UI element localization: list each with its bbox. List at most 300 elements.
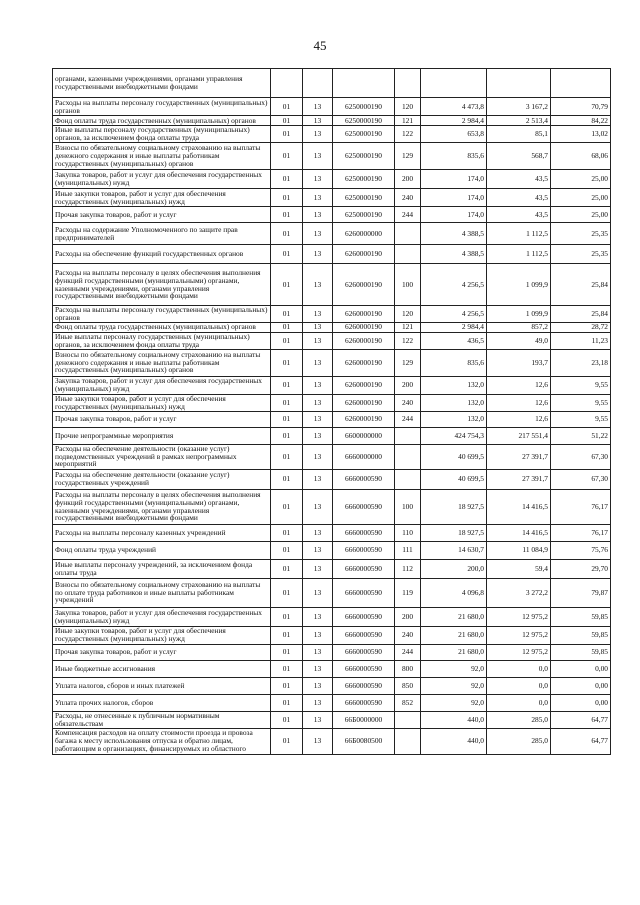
expense-type-code: 240 [395, 189, 421, 207]
row-name: Закупка товаров, работ и услуг для обеспечения государственных (муниципальных) нужд [53, 607, 271, 626]
target-article-code: 6660000590 [333, 578, 395, 607]
execution-percent: 11,23 [551, 332, 611, 349]
expense-type-code: 129 [395, 143, 421, 170]
execution-percent: 25,00 [551, 170, 611, 189]
expense-type-code: 111 [395, 541, 421, 559]
target-article-code: 6660000590 [333, 524, 395, 541]
section-code: 01 [271, 660, 303, 677]
target-article-code: 6250000190 [333, 189, 395, 207]
subsection-code: 13 [303, 541, 333, 559]
row-name: Фонд оплаты труда учреждений [53, 541, 271, 559]
expense-type-code: 244 [395, 207, 421, 223]
section-code: 01 [271, 444, 303, 469]
table-row [53, 69, 611, 98]
execution-percent: 76,17 [551, 489, 611, 524]
expense-type-code: 800 [395, 660, 421, 677]
target-article-code: 6260000190 [333, 349, 395, 376]
subsection-code: 13 [303, 322, 333, 332]
row-name: Уплата налогов, сборов и иных платежей [53, 677, 271, 694]
executed-amount: 11 084,9 [487, 541, 551, 559]
target-article-code: 6660000590 [333, 489, 395, 524]
table-row [53, 143, 611, 170]
subsection-code: 13 [303, 626, 333, 644]
executed-amount: 217 551,4 [487, 427, 551, 444]
subsection-code: 13 [303, 660, 333, 677]
expense-type-code: 200 [395, 607, 421, 626]
subsection-code: 13 [303, 207, 333, 223]
section-code: 01 [271, 559, 303, 578]
subsection-code: 13 [303, 332, 333, 349]
subsection-code: 13 [303, 694, 333, 711]
target-article-code: 6600000000 [333, 427, 395, 444]
subsection-code: 13 [303, 143, 333, 170]
subsection-code: 13 [303, 644, 333, 660]
subsection-code: 13 [303, 170, 333, 189]
expense-type-code: 850 [395, 677, 421, 694]
table-row [53, 607, 611, 626]
executed-amount: 85,1 [487, 126, 551, 143]
target-article-code: 6260000000 [333, 223, 395, 245]
planned-amount: 4 256,5 [421, 264, 487, 306]
row-name: Расходы на выплаты персоналу в целях обеспечения выполнения функций государственными (муниципальными) органами, казенными учреждениями, органами управления государственными внебюджетными фондами [53, 489, 271, 524]
execution-percent: 25,00 [551, 207, 611, 223]
planned-amount: 4 473,8 [421, 98, 487, 116]
executed-amount: 0,0 [487, 660, 551, 677]
execution-percent: 13,02 [551, 126, 611, 143]
section-code: 01 [271, 607, 303, 626]
target-article-code: 6660000590 [333, 644, 395, 660]
subsection-code: 13 [303, 444, 333, 469]
subsection-code: 13 [303, 559, 333, 578]
expense-type-code: 240 [395, 626, 421, 644]
target-article-code: 6660000590 [333, 541, 395, 559]
table-row [53, 394, 611, 411]
target-article-code: 6660000590 [333, 607, 395, 626]
table-row [53, 427, 611, 444]
table-row [53, 444, 611, 469]
execution-percent: 59,85 [551, 607, 611, 626]
row-name: Уплата прочих налогов, сборов [53, 694, 271, 711]
expense-type-code: 100 [395, 264, 421, 306]
row-name: Прочая закупка товаров, работ и услуг [53, 644, 271, 660]
execution-percent: 79,87 [551, 578, 611, 607]
section-code: 01 [271, 728, 303, 754]
target-article-code: 6260000190 [333, 394, 395, 411]
section-code: 01 [271, 677, 303, 694]
execution-percent: 67,30 [551, 469, 611, 489]
table-row [53, 660, 611, 677]
row-name: Расходы на содержание Уполномоченного по защите прав предпринимателей [53, 223, 271, 245]
planned-amount: 21 680,0 [421, 607, 487, 626]
row-name: Иные выплаты персоналу государственных (муниципальных) органов, за исключением фонда оплаты труда [53, 126, 271, 143]
section-code: 01 [271, 170, 303, 189]
executed-amount: 1 112,5 [487, 223, 551, 245]
row-name: Иные выплаты персоналу государственных (муниципальных) органов, за исключением фонда оплаты труда [53, 332, 271, 349]
expense-type-code: 200 [395, 376, 421, 394]
table-row [53, 728, 611, 754]
planned-amount: 4 096,8 [421, 578, 487, 607]
planned-amount: 440,0 [421, 711, 487, 728]
executed-amount: 12 975,2 [487, 607, 551, 626]
executed-amount: 568,7 [487, 143, 551, 170]
table-row [53, 411, 611, 427]
execution-percent: 64,77 [551, 728, 611, 754]
target-article-code: 6250000190 [333, 126, 395, 143]
execution-percent: 25,00 [551, 189, 611, 207]
subsection-code: 13 [303, 306, 333, 323]
planned-amount: 40 699,5 [421, 469, 487, 489]
table-row [53, 578, 611, 607]
planned-amount: 424 754,3 [421, 427, 487, 444]
target-article-code: 6660000590 [333, 694, 395, 711]
section-code: 01 [271, 98, 303, 116]
planned-amount: 92,0 [421, 660, 487, 677]
subsection-code: 13 [303, 677, 333, 694]
executed-amount: 49,0 [487, 332, 551, 349]
table-row [53, 524, 611, 541]
planned-amount: 4 388,5 [421, 245, 487, 264]
executed-amount: 285,0 [487, 711, 551, 728]
executed-amount: 0,0 [487, 677, 551, 694]
section-code: 01 [271, 541, 303, 559]
row-name: Прочая закупка товаров, работ и услуг [53, 411, 271, 427]
row-name: Взносы по обязательному социальному страхованию на выплаты денежного содержания и иные выплаты работникам государственных (муниципальных) органов [53, 349, 271, 376]
section-code: 01 [271, 626, 303, 644]
row-name: органами, казенными учреждениями, органами управления государственными внебюджетными фондами [53, 69, 271, 98]
executed-amount: 3 167,2 [487, 98, 551, 116]
row-name: Иные выплаты персоналу учреждений, за исключением фонда оплаты труда [53, 559, 271, 578]
executed-amount: 27 391,7 [487, 469, 551, 489]
target-article-code: 66Б0080500 [333, 728, 395, 754]
section-code: 01 [271, 711, 303, 728]
row-name: Расходы на выплаты персоналу казенных учреждений [53, 524, 271, 541]
execution-percent: 67,30 [551, 444, 611, 469]
planned-amount: 4 256,5 [421, 306, 487, 323]
execution-percent: 25,35 [551, 245, 611, 264]
subsection-code [303, 69, 333, 98]
table-row [53, 98, 611, 116]
executed-amount: 12 975,2 [487, 644, 551, 660]
executed-amount: 59,4 [487, 559, 551, 578]
execution-percent: 70,79 [551, 98, 611, 116]
table-row [53, 170, 611, 189]
execution-percent: 9,55 [551, 394, 611, 411]
executed-amount: 43,5 [487, 207, 551, 223]
expense-type-code [395, 444, 421, 469]
target-article-code: 6660000000 [333, 444, 395, 469]
expense-type-code [395, 245, 421, 264]
executed-amount: 1 099,9 [487, 306, 551, 323]
row-name: Фонд оплаты труда государственных (муниципальных) органов [53, 322, 271, 332]
table-row [53, 245, 611, 264]
expense-type-code: 240 [395, 394, 421, 411]
planned-amount: 40 699,5 [421, 444, 487, 469]
execution-percent: 25,35 [551, 223, 611, 245]
page-number: 45 [313, 38, 327, 53]
row-name: Компенсация расходов на оплату стоимости проезда и провоза багажа к месту использования отпуска и обратно лицам, работающим в организациях, финансируемых из областного [53, 728, 271, 754]
table-row [53, 349, 611, 376]
section-code: 01 [271, 427, 303, 444]
target-article-code: 6260000190 [333, 332, 395, 349]
subsection-code: 13 [303, 469, 333, 489]
row-name: Иные закупки товаров, работ и услуг для обеспечения государственных (муниципальных) нужд [53, 626, 271, 644]
planned-amount: 653,8 [421, 126, 487, 143]
row-name: Расходы на обеспечение деятельности (оказание услуг) подведомственных учреждений в рамках непрограммных мероприятий [53, 444, 271, 469]
execution-percent: 23,18 [551, 349, 611, 376]
execution-percent: 25,84 [551, 306, 611, 323]
executed-amount: 43,5 [487, 170, 551, 189]
section-code: 01 [271, 524, 303, 541]
planned-amount: 174,0 [421, 189, 487, 207]
section-code: 01 [271, 143, 303, 170]
expense-type-code: 244 [395, 644, 421, 660]
target-article-code: 6660000590 [333, 677, 395, 694]
execution-percent: 64,77 [551, 711, 611, 728]
execution-percent: 28,72 [551, 322, 611, 332]
planned-amount: 835,6 [421, 143, 487, 170]
row-name: Расходы, не отнесенные к публичным нормативным обязательствам [53, 711, 271, 728]
execution-percent: 29,70 [551, 559, 611, 578]
target-article-code: 6260000190 [333, 376, 395, 394]
planned-amount: 18 927,5 [421, 524, 487, 541]
section-code: 01 [271, 332, 303, 349]
execution-percent: 25,84 [551, 264, 611, 306]
expense-type-code [395, 469, 421, 489]
executed-amount: 857,2 [487, 322, 551, 332]
table-row [53, 711, 611, 728]
planned-amount: 21 680,0 [421, 644, 487, 660]
row-name: Прочие непрограммные мероприятия [53, 427, 271, 444]
row-name: Прочая закупка товаров, работ и услуг [53, 207, 271, 223]
executed-amount: 14 416,5 [487, 489, 551, 524]
table-row [53, 541, 611, 559]
subsection-code: 13 [303, 524, 333, 541]
subsection-code: 13 [303, 411, 333, 427]
target-article-code: 6250000190 [333, 98, 395, 116]
table-row [53, 322, 611, 332]
table-row [53, 126, 611, 143]
planned-amount: 440,0 [421, 728, 487, 754]
table-row [53, 694, 611, 711]
subsection-code: 13 [303, 223, 333, 245]
executed-amount: 1 099,9 [487, 264, 551, 306]
planned-amount [421, 69, 487, 98]
target-article-code: 6660000590 [333, 626, 395, 644]
section-code: 01 [271, 349, 303, 376]
executed-amount: 12,6 [487, 376, 551, 394]
section-code: 01 [271, 189, 303, 207]
executed-amount: 2 513,4 [487, 116, 551, 126]
target-article-code: 6260000190 [333, 322, 395, 332]
section-code: 01 [271, 306, 303, 323]
executed-amount: 12,6 [487, 411, 551, 427]
section-code: 01 [271, 694, 303, 711]
target-article-code: 6260000190 [333, 264, 395, 306]
row-name: Взносы по обязательному социальному страхованию на выплаты денежного содержания и иные выплаты работникам государственных (муниципальных) органов [53, 143, 271, 170]
expense-type-code [395, 728, 421, 754]
executed-amount: 14 416,5 [487, 524, 551, 541]
table-row [53, 376, 611, 394]
planned-amount: 174,0 [421, 170, 487, 189]
planned-amount: 436,5 [421, 332, 487, 349]
expense-type-code [395, 427, 421, 444]
subsection-code: 13 [303, 189, 333, 207]
row-name: Взносы по обязательному социальному страхованию на выплаты по оплате труда работников и иные выплаты работникам учреждений [53, 578, 271, 607]
execution-percent: 0,00 [551, 694, 611, 711]
expense-type-code: 120 [395, 306, 421, 323]
subsection-code: 13 [303, 245, 333, 264]
execution-percent: 75,76 [551, 541, 611, 559]
expense-type-code: 110 [395, 524, 421, 541]
executed-amount: 43,5 [487, 189, 551, 207]
section-code: 01 [271, 489, 303, 524]
subsection-code: 13 [303, 349, 333, 376]
table-row [53, 189, 611, 207]
planned-amount: 92,0 [421, 694, 487, 711]
section-code: 01 [271, 322, 303, 332]
section-code: 01 [271, 245, 303, 264]
table-row [53, 644, 611, 660]
section-code: 01 [271, 469, 303, 489]
subsection-code: 13 [303, 728, 333, 754]
execution-percent: 0,00 [551, 660, 611, 677]
execution-percent: 9,55 [551, 411, 611, 427]
expense-type-code: 244 [395, 411, 421, 427]
row-name: Расходы на обеспечение деятельности (оказание услуг) государственных учреждений [53, 469, 271, 489]
table-row [53, 207, 611, 223]
row-name: Закупка товаров, работ и услуг для обеспечения государственных (муниципальных) нужд [53, 170, 271, 189]
planned-amount: 2 984,4 [421, 116, 487, 126]
subsection-code: 13 [303, 489, 333, 524]
expense-type-code: 200 [395, 170, 421, 189]
planned-amount: 132,0 [421, 376, 487, 394]
target-article-code [333, 69, 395, 98]
executed-amount: 12,6 [487, 394, 551, 411]
subsection-code: 13 [303, 98, 333, 116]
section-code: 01 [271, 223, 303, 245]
table-row [53, 306, 611, 323]
subsection-code: 13 [303, 116, 333, 126]
table-row [53, 223, 611, 245]
expense-type-code: 119 [395, 578, 421, 607]
section-code: 01 [271, 578, 303, 607]
row-name: Расходы на выплаты персоналу государственных (муниципальных) органов [53, 306, 271, 323]
planned-amount: 132,0 [421, 411, 487, 427]
budget-table [52, 68, 611, 755]
expense-type-code [395, 69, 421, 98]
executed-amount: 12 975,2 [487, 626, 551, 644]
execution-percent [551, 69, 611, 98]
executed-amount: 3 272,2 [487, 578, 551, 607]
row-name: Фонд оплаты труда государственных (муниципальных) органов [53, 116, 271, 126]
row-name: Расходы на обеспечение функций государственных органов [53, 245, 271, 264]
target-article-code: 6250000190 [333, 170, 395, 189]
subsection-code: 13 [303, 376, 333, 394]
execution-percent: 51,22 [551, 427, 611, 444]
executed-amount [487, 69, 551, 98]
subsection-code: 13 [303, 607, 333, 626]
section-code: 01 [271, 394, 303, 411]
table-row [53, 116, 611, 126]
target-article-code: 6260000190 [333, 411, 395, 427]
target-article-code: 6660000590 [333, 660, 395, 677]
section-code: 01 [271, 264, 303, 306]
planned-amount: 200,0 [421, 559, 487, 578]
row-name: Расходы на выплаты персоналу в целях обеспечения выполнения функций государственными (муниципальными) органами, казенными учреждениями, органами управления государственными внебюджетными фондами [53, 264, 271, 306]
expense-type-code: 129 [395, 349, 421, 376]
row-name: Иные бюджетные ассигнования [53, 660, 271, 677]
target-article-code: 6250000190 [333, 207, 395, 223]
subsection-code: 13 [303, 264, 333, 306]
expense-type-code: 122 [395, 126, 421, 143]
table-row [53, 677, 611, 694]
target-article-code: 6660000590 [333, 469, 395, 489]
table-row [53, 489, 611, 524]
expense-type-code: 121 [395, 322, 421, 332]
target-article-code: 66Б0000000 [333, 711, 395, 728]
expense-type-code: 121 [395, 116, 421, 126]
subsection-code: 13 [303, 711, 333, 728]
section-code [271, 69, 303, 98]
section-code: 01 [271, 644, 303, 660]
subsection-code: 13 [303, 394, 333, 411]
planned-amount: 92,0 [421, 677, 487, 694]
row-name: Закупка товаров, работ и услуг для обеспечения государственных (муниципальных) нужд [53, 376, 271, 394]
table-row [53, 332, 611, 349]
subsection-code: 13 [303, 578, 333, 607]
section-code: 01 [271, 126, 303, 143]
section-code: 01 [271, 376, 303, 394]
planned-amount: 2 984,4 [421, 322, 487, 332]
expense-type-code [395, 711, 421, 728]
target-article-code: 6250000190 [333, 143, 395, 170]
table-row [53, 626, 611, 644]
execution-percent: 59,85 [551, 644, 611, 660]
planned-amount: 835,6 [421, 349, 487, 376]
table-row [53, 559, 611, 578]
row-name: Расходы на выплаты персоналу государственных (муниципальных) органов [53, 98, 271, 116]
planned-amount: 4 388,5 [421, 223, 487, 245]
executed-amount: 0,0 [487, 694, 551, 711]
target-article-code: 6250000190 [333, 116, 395, 126]
planned-amount: 132,0 [421, 394, 487, 411]
expense-type-code: 852 [395, 694, 421, 711]
executed-amount: 1 112,5 [487, 245, 551, 264]
execution-percent: 68,06 [551, 143, 611, 170]
section-code: 01 [271, 411, 303, 427]
planned-amount: 174,0 [421, 207, 487, 223]
execution-percent: 84,22 [551, 116, 611, 126]
executed-amount: 193,7 [487, 349, 551, 376]
expense-type-code: 120 [395, 98, 421, 116]
target-article-code: 6260000190 [333, 306, 395, 323]
executed-amount: 27 391,7 [487, 444, 551, 469]
target-article-code: 6660000590 [333, 559, 395, 578]
execution-percent: 59,85 [551, 626, 611, 644]
target-article-code: 6260000190 [333, 245, 395, 264]
execution-percent: 0,00 [551, 677, 611, 694]
section-code: 01 [271, 116, 303, 126]
table-row [53, 264, 611, 306]
row-name: Иные закупки товаров, работ и услуг для обеспечения государственных (муниципальных) нужд [53, 189, 271, 207]
expense-type-code: 122 [395, 332, 421, 349]
execution-percent: 9,55 [551, 376, 611, 394]
table-row [53, 469, 611, 489]
expense-type-code: 100 [395, 489, 421, 524]
planned-amount: 21 680,0 [421, 626, 487, 644]
expense-type-code: 112 [395, 559, 421, 578]
expense-type-code [395, 223, 421, 245]
